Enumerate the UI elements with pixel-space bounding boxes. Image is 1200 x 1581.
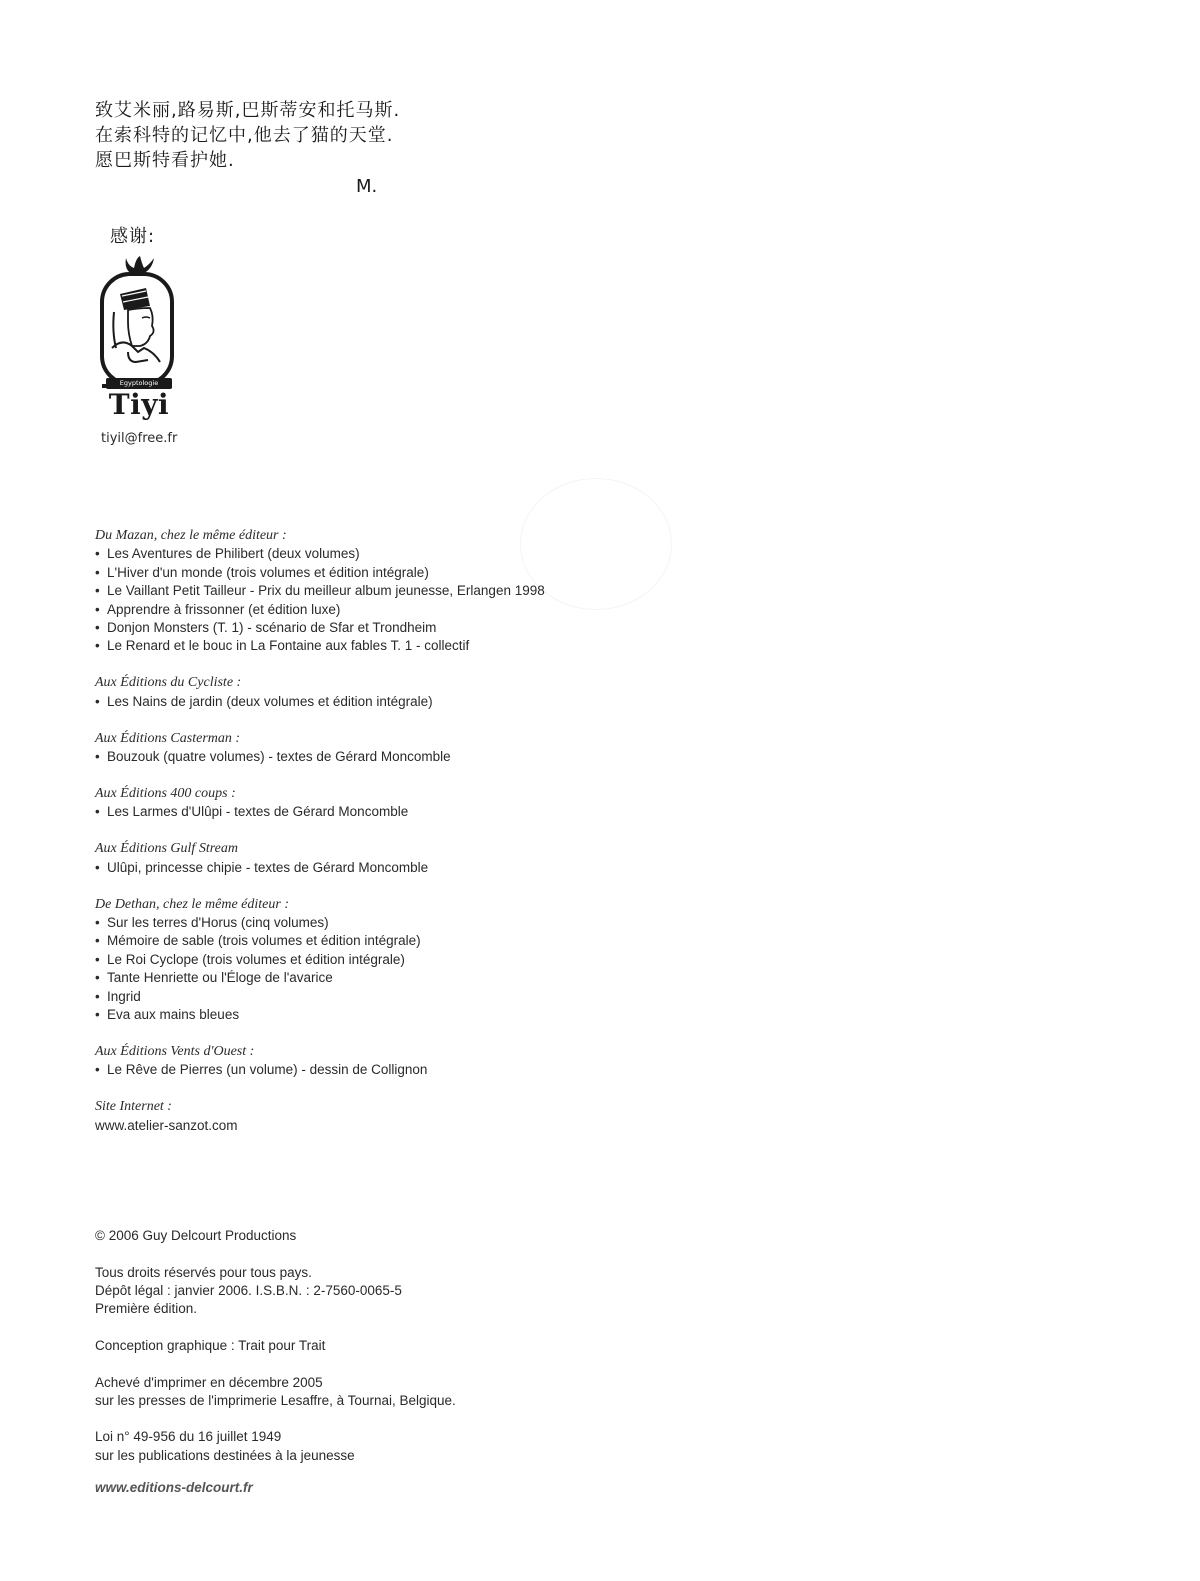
bibliography-group [95, 896, 695, 1025]
legal-line: Dépôt légal : janvier 2006. I.S.B.N. : 2-7560-0065-5 [95, 1282, 402, 1298]
copyright-block [95, 1227, 695, 1245]
legal-line: sur les presses de l'imprimerie Lesaffre, à Tournai, Belgique. [95, 1392, 456, 1408]
bibliography-item: • Apprendre à frissonner (et édition luxe) [95, 601, 341, 617]
bibliography-heading: Du Mazan, chez le même éditeur : [95, 528, 287, 543]
bibliography-item: • L'Hiver d'un monde (trois volumes et édition intégrale) [95, 564, 429, 580]
bibliography-item: • Le Vaillant Petit Tailleur - Prix du meilleur album jeunesse, Erlangen 1998 [95, 583, 545, 599]
bibliography-heading: Aux Éditions 400 coups : [95, 785, 236, 801]
legal-line: Achevé d'imprimer en décembre 2005 [95, 1374, 323, 1390]
bibliography-group [95, 730, 695, 767]
bibliography-group [95, 1043, 695, 1080]
legal-line: © 2006 Guy Delcourt Productions [95, 1228, 297, 1243]
bibliography-group [95, 527, 695, 656]
bibliography-item: • Sur les terres d'Horus (cinq volumes) [95, 915, 329, 930]
bibliography-heading: Aux Éditions du Cycliste : [95, 675, 242, 691]
bibliography-group [95, 840, 695, 877]
bibliography-item: • Ulûpi, princesse chipie - textes de Gérard Moncomble [95, 859, 429, 875]
bibliography-item: • Les Nains de jardin (deux volumes et édition intégrale) [95, 693, 433, 709]
legal-line: Conception graphique : Trait pour Trait [95, 1337, 326, 1353]
dedication-line: 愿巴斯特看护她. [95, 150, 235, 171]
legal-line: Tous droits réservés pour tous pays. [95, 1264, 312, 1280]
legal-line: Première édition. [95, 1301, 198, 1317]
bibliography [95, 527, 695, 1154]
bibliography-heading: Aux Éditions Casterman : [95, 730, 241, 746]
legal-imprint [95, 1227, 695, 1483]
rights-block [95, 1264, 695, 1319]
dedication [95, 98, 415, 173]
dedication-line: 在索科特的记忆中,他去了猫的天堂. [95, 125, 394, 146]
site-internet [95, 1098, 695, 1135]
bibliography-item: • Le Rêve de Pierres (un volume) - dessin de Collignon [95, 1062, 428, 1078]
logo-brand-name: Tiyi [108, 388, 170, 421]
bibliography-item: • Bouzouk (quatre volumes) - textes de Gérard Moncomble [95, 749, 451, 765]
bibliography-item: • Le Renard et le bouc in La Fontaine aux fables T. 1 - collectif [95, 638, 470, 654]
design-credit-block [95, 1337, 695, 1355]
bibliography-item: • Mémoire de sable (trois volumes et édition intégrale) [95, 933, 421, 949]
bibliography-item: • Ingrid [95, 988, 141, 1004]
bibliography-heading: De Dethan, chez le même éditeur : [95, 896, 289, 912]
legal-line: sur les publications destinées à la jeunesse [95, 1447, 355, 1463]
bibliography-group [95, 674, 695, 711]
site-heading: Site Internet : [95, 1099, 172, 1115]
bibliography-item: • Eva aux mains bleues [95, 1007, 240, 1023]
thanks-label: 感谢: [110, 226, 156, 247]
publisher-website-link[interactable]: www.editions-delcourt.fr [95, 1480, 253, 1495]
dedication-line: 致艾米丽,路易斯,巴斯蒂安和托马斯. [95, 100, 401, 121]
bibliography-heading: Aux Éditions Gulf Stream [95, 841, 238, 857]
bibliography-item: • Les Aventures de Philibert (deux volumes) [95, 546, 360, 562]
bibliography-heading: Aux Éditions Vents d'Ouest : [95, 1043, 255, 1059]
bibliography-group [95, 785, 695, 822]
bibliography-item: • Le Roi Cyclope (trois volumes et édition intégrale) [95, 951, 405, 967]
bibliography-item: • Tante Henriette ou l'Éloge de l'avarice [95, 970, 333, 986]
dedication-signature: M. [356, 176, 378, 197]
legal-line: Loi n° 49-956 du 16 juillet 1949 [95, 1429, 282, 1445]
site-url-link[interactable]: www.atelier-sanzot.com [95, 1117, 238, 1133]
printing-block [95, 1374, 695, 1410]
law-block [95, 1428, 695, 1464]
bibliography-item: • Donjon Monsters (T. 1) - scénario de Sfar et Trondheim [95, 620, 437, 636]
contact-email[interactable]: tiyil@free.fr [101, 431, 178, 446]
bibliography-item: • Les Larmes d'Ulûpi - textes de Gérard Moncomble [95, 804, 409, 820]
logo-tagline: Egyptologie [106, 378, 172, 389]
